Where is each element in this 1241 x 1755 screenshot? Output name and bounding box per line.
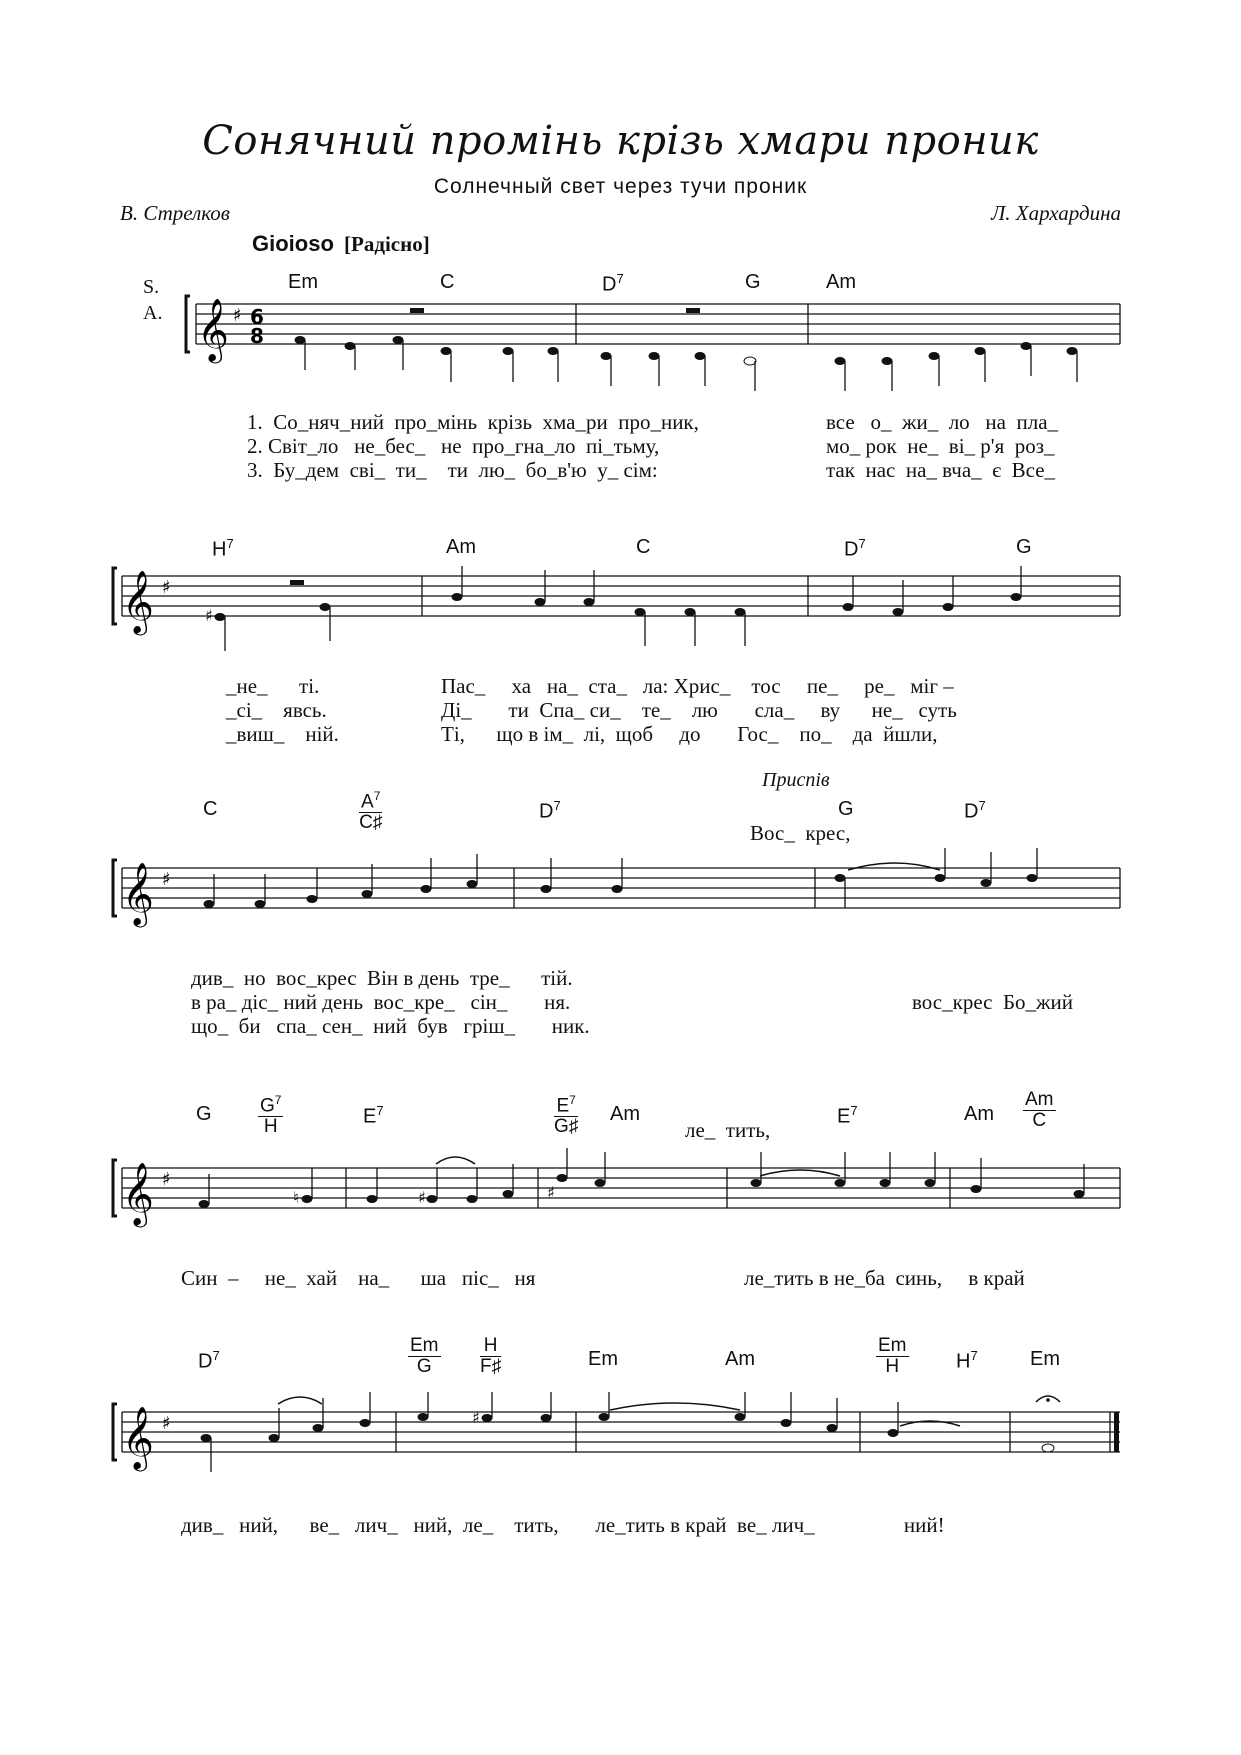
chord: C — [440, 271, 455, 293]
verse-2-line-c: _сі_ явсь. — [226, 698, 327, 722]
chord: Am — [725, 1348, 755, 1370]
chord: $D^7$ — [964, 798, 986, 823]
chord-slash: $\frac{Am}{C}$ — [1025, 1089, 1054, 1131]
chord: Am — [964, 1103, 994, 1125]
svg-text:𝄞: 𝄞 — [122, 570, 154, 633]
alto-label: A. — [143, 302, 163, 324]
svg-text:♮: ♮ — [293, 1188, 299, 1207]
svg-text:𝄞: 𝄞 — [122, 1406, 154, 1469]
chord: $D^7$ — [198, 1348, 220, 1373]
chord: G — [838, 798, 854, 820]
chord: $H^7$ — [212, 536, 234, 561]
chord-slash: $\frac{A^7}{C♯}$ — [359, 786, 382, 833]
verse-2-line-a: 2. Світ_ло не_бес_ не про_гна_ло пі_тьму, — [247, 434, 660, 458]
lyricist: Л. Хархардина — [991, 201, 1121, 225]
song-title: Сонячний промінь крізь хмари проник — [202, 118, 1039, 164]
svg-text:♯: ♯ — [205, 606, 213, 625]
chord: G — [196, 1103, 212, 1125]
verse-2-line-d: Ді_ ти Спа_ си_ те_ лю сла_ ву не_ суть — [441, 698, 957, 722]
chorus-lyric-right: вос_крес Бо_жий — [912, 990, 1074, 1014]
svg-text:𝄞: 𝄞 — [197, 298, 229, 361]
chorus-top-lyric: Вос_ крес, — [750, 821, 851, 845]
verse-1-line-a: 1. Со_няч_ний про_мінь крізь хма_ри про_ник, — [247, 410, 699, 434]
verse-3-line-e: що_ би спа_ сен_ ний був гріш_ ник. — [191, 1014, 590, 1038]
composer: В. Стрелков — [120, 201, 230, 225]
staff-system-5 — [0, 1392, 1241, 1512]
chorus-label: Приспів — [762, 769, 830, 791]
chorus-line-1: Син – не_ хай на_ ша піс_ ня — [181, 1266, 536, 1290]
svg-text:♯: ♯ — [547, 1183, 555, 1202]
staff-system-1 — [0, 290, 1241, 410]
verse-3-line-b: так нас на_ вча_ є Все_ — [826, 458, 1056, 482]
svg-text:♯: ♯ — [472, 1408, 480, 1427]
staff-system-4 — [0, 1148, 1241, 1268]
staff-system-3 — [0, 848, 1241, 968]
verse-1-line-b: все о_ жи_ ло на пла_ — [826, 410, 1059, 434]
svg-text:♯: ♯ — [162, 1413, 171, 1434]
chorus-line-1b: ле_тить в не_ба синь, в край — [744, 1266, 1025, 1290]
chord: $D^7$ — [602, 271, 624, 296]
verse-1-line-c: _не_ ті. — [226, 674, 320, 698]
tempo-translation: [Радісно] — [344, 232, 430, 256]
chord: Am — [610, 1103, 640, 1125]
svg-text:𝄞: 𝄞 — [122, 1162, 154, 1225]
chord: $H^7$ — [956, 1348, 978, 1373]
svg-text:𝄞: 𝄞 — [122, 862, 154, 925]
chord: Em — [288, 271, 318, 293]
verse-1-line-d: Пас_ ха на_ ста_ ла: Хрис_ тос пе_ ре_ міг – — [441, 674, 954, 698]
chorus-line-2: див_ ний, ве_ лич_ ний, ле_ тить, ле_тить в край ве_ лич_ ний! — [181, 1513, 945, 1537]
svg-text:♯: ♯ — [162, 1169, 171, 1190]
chord: $D^7$ — [844, 536, 866, 561]
svg-text:♯: ♯ — [233, 305, 242, 326]
staff-system-2 — [0, 556, 1241, 676]
chord: G — [745, 271, 761, 293]
chord: C — [203, 798, 218, 820]
verse-3-line-c: _виш_ ній. — [226, 722, 339, 746]
chord: $D^7$ — [539, 798, 561, 823]
tempo-text: Gioioso — [252, 231, 334, 256]
chord-slash: $\frac{H}{F♯}$ — [480, 1335, 502, 1377]
chord: $E^7$ — [837, 1103, 858, 1128]
svg-text:8: 8 — [250, 324, 264, 348]
chord-slash: $\frac{G^7}{H}$ — [258, 1090, 283, 1137]
svg-text:6: 6 — [250, 305, 264, 329]
chord-slash: $\frac{Em}{H}$ — [878, 1335, 907, 1377]
chord-slash: $\frac{Em}{G}$ — [410, 1335, 439, 1377]
chord-slash: $\frac{E^7}{G♯}$ — [554, 1090, 578, 1137]
svg-text:♯: ♯ — [418, 1188, 426, 1207]
chord: Am — [446, 536, 476, 558]
chord: G — [1016, 536, 1032, 558]
svg-text:♯: ♯ — [162, 577, 171, 598]
verse-2-line-e: в ра_ діс_ ний день вос_кре_ сін_ ня. — [191, 990, 571, 1014]
verse-3-line-d: Ті, що в ім_ лі, щоб до Гос_ по_ да йшли, — [441, 722, 938, 746]
song-subtitle: Солнечный свет через тучи проник — [433, 175, 808, 198]
chorus-top-lyric-2: ле_ тить, — [685, 1118, 771, 1142]
verse-2-line-b: мо_ рок не_ ві_ р'я роз_ — [826, 434, 1055, 458]
chord: Em — [588, 1348, 618, 1370]
tempo-marking — [252, 231, 430, 257]
chord: Em — [1030, 1348, 1060, 1370]
soprano-label: S. — [143, 276, 160, 298]
svg-text:♯: ♯ — [162, 869, 171, 890]
chord: C — [636, 536, 651, 558]
verse-3-line-a: 3. Бу_дем сві_ ти_ ти лю_ бо_в'ю у_ сім: — [247, 458, 658, 482]
chord: Am — [826, 271, 856, 293]
verse-1-line-e: див_ но вос_крес Він в день тре_ тій. — [191, 966, 573, 990]
chord: $E^7$ — [363, 1103, 384, 1128]
